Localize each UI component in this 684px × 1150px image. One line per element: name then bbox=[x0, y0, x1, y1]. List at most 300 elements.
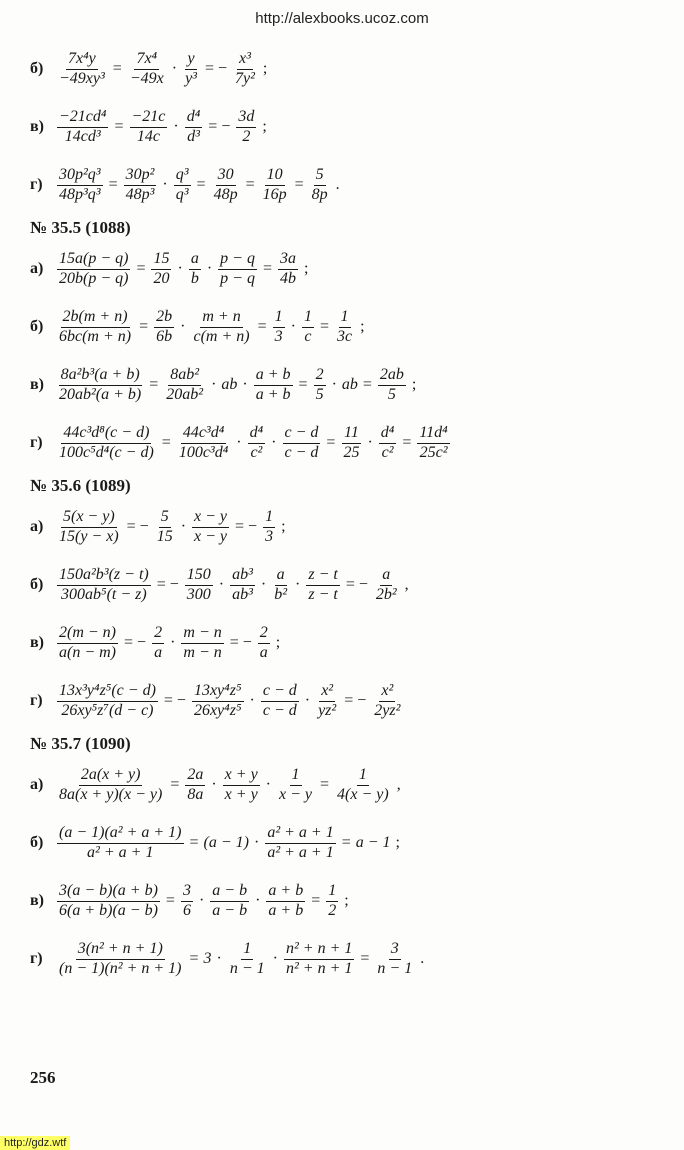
numerator: 2 bbox=[152, 624, 164, 643]
fraction bbox=[177, 424, 230, 462]
numerator: 2(m − n) bbox=[57, 624, 118, 643]
operator: · bbox=[206, 260, 213, 277]
operator: · bbox=[253, 834, 260, 851]
numerator: 11 bbox=[342, 424, 361, 443]
fraction bbox=[265, 824, 335, 862]
numerator: x² bbox=[319, 682, 335, 701]
denominator: b bbox=[190, 269, 199, 287]
term: (a − 1) bbox=[203, 834, 249, 851]
denominator: 20b(p − q) bbox=[59, 269, 129, 287]
footer-link[interactable]: http://gdz.wtf bbox=[0, 1136, 70, 1150]
operator: · bbox=[265, 776, 271, 793]
fraction bbox=[57, 250, 130, 288]
operator: ; bbox=[275, 634, 281, 651]
denominator: ab³ bbox=[232, 585, 253, 603]
numerator: 3 bbox=[181, 882, 193, 901]
term: 3 bbox=[203, 950, 212, 967]
denominator: 8p bbox=[311, 185, 328, 203]
numerator: −21c bbox=[130, 108, 168, 127]
numerator: 7x⁴y bbox=[66, 50, 98, 69]
numerator: 13x³y⁴z⁵(c − d) bbox=[57, 682, 158, 701]
term: ab bbox=[221, 376, 238, 393]
fraction bbox=[218, 250, 257, 288]
numerator: 3d bbox=[236, 108, 256, 127]
denominator: 5 bbox=[315, 385, 324, 403]
item-label: в) bbox=[30, 634, 44, 651]
denominator: x + y bbox=[224, 785, 258, 803]
fraction bbox=[57, 108, 108, 146]
denominator: 14c bbox=[136, 127, 160, 145]
denominator: a² + a + 1 bbox=[267, 843, 334, 861]
operator: . bbox=[335, 176, 340, 193]
numerator: c − d bbox=[283, 424, 321, 443]
fraction bbox=[302, 308, 314, 346]
operator: , bbox=[396, 776, 401, 793]
fraction bbox=[372, 682, 402, 720]
numerator: 2 bbox=[258, 624, 270, 643]
fraction bbox=[261, 682, 299, 720]
operator: . bbox=[420, 950, 425, 967]
denominator: n − 1 bbox=[229, 959, 265, 977]
numerator: d⁴ bbox=[379, 424, 397, 443]
operator: · bbox=[249, 692, 255, 709]
numerator: 2b(m + n) bbox=[61, 308, 130, 327]
denominator: (n − 1)(n² + n + 1) bbox=[59, 959, 182, 977]
operator: = bbox=[362, 376, 372, 393]
denominator: 8a(x + y)(x − y) bbox=[59, 785, 163, 803]
operator: = bbox=[114, 118, 124, 135]
denominator: p − q bbox=[220, 269, 255, 287]
fraction bbox=[130, 108, 168, 146]
numerator: 7x⁴ bbox=[134, 50, 159, 69]
fraction bbox=[57, 166, 103, 204]
operator: = bbox=[136, 260, 146, 277]
denominator: n² + n + 1 bbox=[285, 959, 353, 977]
denominator: 300 bbox=[186, 585, 211, 603]
item-label: б) bbox=[30, 318, 44, 335]
operator: · bbox=[290, 318, 296, 335]
numerator: a + b bbox=[266, 882, 305, 901]
fraction bbox=[57, 682, 158, 720]
denominator: d³ bbox=[187, 127, 200, 145]
denominator: 15(y − x) bbox=[59, 527, 119, 545]
equation bbox=[54, 766, 404, 804]
operator: · bbox=[162, 176, 168, 193]
numerator: 1 bbox=[339, 308, 351, 327]
term: ab bbox=[341, 376, 358, 393]
operator: · bbox=[367, 434, 373, 451]
equation bbox=[54, 940, 427, 978]
fraction bbox=[57, 940, 184, 978]
operator: · bbox=[236, 434, 242, 451]
denominator: 3 bbox=[265, 527, 274, 545]
denominator: c² bbox=[381, 443, 394, 461]
denominator: 3c bbox=[336, 327, 353, 345]
equation bbox=[54, 308, 368, 346]
denominator: a + b bbox=[268, 901, 304, 919]
fraction bbox=[57, 308, 133, 346]
denominator: x − y bbox=[279, 785, 312, 803]
fraction bbox=[57, 508, 121, 546]
item-label: б) bbox=[30, 834, 44, 851]
denominator: 15 bbox=[156, 527, 173, 545]
denominator: a² + a + 1 bbox=[87, 843, 154, 861]
fraction bbox=[189, 250, 201, 288]
fraction bbox=[128, 50, 166, 88]
operator: = bbox=[112, 60, 122, 77]
denominator: 14cd³ bbox=[64, 127, 101, 145]
fraction bbox=[155, 508, 175, 546]
denominator: 5 bbox=[387, 385, 396, 403]
numerator: m + n bbox=[200, 308, 242, 327]
fraction bbox=[57, 824, 184, 862]
fraction bbox=[284, 940, 354, 978]
fraction bbox=[57, 424, 156, 462]
denominator: 2yz² bbox=[374, 701, 401, 719]
operator: = bbox=[196, 176, 206, 193]
fraction bbox=[192, 508, 229, 546]
operator: ; bbox=[344, 892, 349, 909]
solution-line bbox=[30, 672, 660, 730]
denominator: a(n − m) bbox=[59, 643, 117, 661]
operator: = − bbox=[124, 634, 147, 651]
denominator: 2 bbox=[242, 127, 251, 145]
solution-line bbox=[30, 756, 660, 814]
operator: = bbox=[170, 776, 180, 793]
operator: ; bbox=[395, 834, 400, 851]
fraction bbox=[183, 50, 199, 88]
operator: = bbox=[320, 776, 330, 793]
operator: = bbox=[108, 176, 118, 193]
fraction bbox=[57, 624, 118, 662]
numerator: 30 bbox=[216, 166, 236, 185]
numerator: d⁴ bbox=[248, 424, 266, 443]
fraction bbox=[223, 766, 260, 804]
term: a − 1 bbox=[355, 834, 391, 851]
operator: ; bbox=[262, 60, 268, 77]
operator: · bbox=[271, 434, 277, 451]
fraction bbox=[248, 424, 266, 462]
numerator: 1 bbox=[326, 882, 338, 901]
numerator: 1 bbox=[273, 308, 285, 327]
denominator: 6bc(m + n) bbox=[59, 327, 132, 345]
fraction bbox=[185, 766, 205, 804]
fraction bbox=[375, 940, 414, 978]
equation bbox=[54, 824, 403, 862]
numerator: 15a(p − q) bbox=[57, 250, 130, 269]
fraction bbox=[185, 566, 213, 604]
operator: · bbox=[304, 692, 311, 709]
numerator: m − n bbox=[181, 624, 223, 643]
numerator: 44c³d⁴ bbox=[181, 424, 226, 443]
denominator: 300ab⁵(t − z) bbox=[61, 585, 147, 603]
denominator: 16p bbox=[262, 185, 287, 203]
item-label: в) bbox=[30, 376, 44, 393]
denominator: a bbox=[154, 643, 163, 661]
item-label: а) bbox=[30, 260, 44, 277]
numerator: d⁴ bbox=[185, 108, 203, 127]
fraction bbox=[57, 566, 151, 604]
fraction bbox=[273, 308, 285, 346]
denominator: 6(a + b)(a − b) bbox=[59, 901, 158, 919]
denominator: −49x bbox=[129, 69, 164, 87]
denominator: 20ab²(a + b) bbox=[59, 385, 142, 403]
fraction bbox=[57, 766, 164, 804]
fraction bbox=[314, 366, 326, 404]
numerator: n² + n + 1 bbox=[284, 940, 354, 959]
denominator: 20ab² bbox=[166, 385, 204, 403]
fraction bbox=[272, 566, 289, 604]
numerator: x − y bbox=[192, 508, 229, 527]
operator: = − bbox=[163, 692, 186, 709]
operator: = − bbox=[344, 692, 367, 709]
solution-line bbox=[30, 814, 660, 872]
solution-line bbox=[30, 240, 660, 298]
operator: , bbox=[404, 576, 409, 593]
operator: · bbox=[198, 892, 205, 909]
denominator: 2b² bbox=[375, 585, 397, 603]
numerator: y bbox=[185, 50, 196, 69]
fraction bbox=[310, 166, 330, 204]
numerator: 5 bbox=[159, 508, 171, 527]
solution-line bbox=[30, 98, 660, 156]
operator: · bbox=[295, 576, 301, 593]
fraction bbox=[185, 108, 203, 146]
numerator: 2 bbox=[314, 366, 326, 385]
operator: = bbox=[161, 434, 171, 451]
fraction bbox=[228, 940, 267, 978]
numerator: 13xy⁴z⁵ bbox=[192, 682, 244, 701]
numerator: 30p² bbox=[124, 166, 157, 185]
denominator: b² bbox=[274, 585, 288, 603]
denominator: 100c³d⁴ bbox=[178, 443, 229, 461]
operator: = − bbox=[345, 576, 368, 593]
equation bbox=[54, 508, 289, 546]
numerator: a + b bbox=[254, 366, 293, 385]
solution-line bbox=[30, 872, 660, 930]
numerator: x³ bbox=[237, 50, 253, 69]
exercise-header: № 35.5 (1088) bbox=[30, 218, 131, 237]
equation bbox=[54, 166, 343, 204]
denominator: a + b bbox=[255, 385, 291, 403]
denominator: a − b bbox=[212, 901, 248, 919]
operator: = − bbox=[156, 576, 179, 593]
numerator: a bbox=[189, 250, 201, 269]
numerator: x + y bbox=[223, 766, 260, 785]
denominator: 4(x − y) bbox=[337, 785, 389, 803]
operator: · bbox=[177, 260, 183, 277]
operator: = bbox=[139, 318, 149, 335]
numerator: z − t bbox=[306, 566, 339, 585]
numerator: 10 bbox=[265, 166, 285, 185]
operator: = − bbox=[235, 518, 258, 535]
denominator: 25c² bbox=[419, 443, 448, 461]
fraction bbox=[261, 166, 289, 204]
fraction bbox=[210, 882, 249, 920]
denominator: 8a bbox=[187, 785, 204, 803]
denominator: m − n bbox=[183, 643, 222, 661]
operator: · bbox=[272, 950, 278, 967]
exercise-header: № 35.7 (1090) bbox=[30, 734, 131, 753]
numerator: 2a bbox=[185, 766, 205, 785]
equation bbox=[54, 50, 270, 88]
numerator: ab³ bbox=[230, 566, 255, 585]
fraction bbox=[164, 366, 205, 404]
denominator: 25 bbox=[343, 443, 360, 461]
fraction bbox=[57, 366, 143, 404]
numerator: 1 bbox=[263, 508, 275, 527]
fraction bbox=[57, 50, 107, 88]
operator: · bbox=[331, 376, 337, 393]
numerator: 3 bbox=[389, 940, 401, 959]
operator: = bbox=[311, 892, 321, 909]
fraction bbox=[335, 766, 391, 804]
denominator: 20 bbox=[153, 269, 170, 287]
denominator: x − y bbox=[194, 527, 228, 545]
solution-line bbox=[30, 930, 660, 988]
numerator: 1 bbox=[302, 308, 314, 327]
operator: · bbox=[173, 118, 179, 135]
numerator: 1 bbox=[241, 940, 253, 959]
operator: ; bbox=[303, 260, 309, 277]
fraction bbox=[277, 766, 314, 804]
fraction bbox=[254, 366, 293, 404]
operator: · bbox=[211, 776, 217, 793]
solution-line bbox=[30, 614, 660, 672]
fraction bbox=[57, 882, 160, 920]
operator: = bbox=[319, 318, 329, 335]
numerator: 2b bbox=[154, 308, 174, 327]
exercise-header: № 35.6 (1089) bbox=[30, 476, 131, 495]
numerator: 150a²b³(z − t) bbox=[57, 566, 151, 585]
numerator: a² + a + 1 bbox=[265, 824, 335, 843]
denominator: 2 bbox=[328, 901, 337, 919]
operator: = bbox=[165, 892, 175, 909]
denominator: c − d bbox=[284, 443, 319, 461]
item-label: б) bbox=[30, 576, 44, 593]
equation bbox=[54, 882, 352, 920]
operator: = bbox=[294, 176, 304, 193]
equation bbox=[54, 108, 270, 146]
item-label: г) bbox=[30, 176, 43, 193]
numerator: p − q bbox=[218, 250, 257, 269]
denominator: c − d bbox=[262, 701, 297, 719]
fraction bbox=[417, 424, 449, 462]
equation bbox=[54, 682, 405, 720]
operator: ; bbox=[262, 118, 267, 135]
operator: ; bbox=[281, 518, 286, 535]
numerator: 2a(x + y) bbox=[79, 766, 143, 785]
denominator: c bbox=[304, 327, 312, 345]
numerator: q³ bbox=[174, 166, 191, 185]
numerator: a − b bbox=[210, 882, 249, 901]
operator: = − bbox=[204, 60, 228, 77]
operator: ; bbox=[360, 318, 365, 335]
operator: = bbox=[245, 176, 255, 193]
fraction bbox=[181, 624, 223, 662]
fraction bbox=[335, 308, 354, 346]
numerator: c − d bbox=[261, 682, 299, 701]
numerator: 8ab² bbox=[168, 366, 201, 385]
equation bbox=[54, 566, 412, 604]
numerator: a bbox=[380, 566, 392, 585]
fraction bbox=[230, 566, 255, 604]
numerator: x² bbox=[379, 682, 395, 701]
operator: = bbox=[189, 950, 199, 967]
fraction bbox=[258, 624, 270, 662]
denominator: 26xy⁴z⁵ bbox=[193, 701, 242, 719]
fraction bbox=[192, 682, 244, 720]
operator: · bbox=[255, 892, 261, 909]
solution-line bbox=[30, 40, 660, 98]
numerator: a bbox=[275, 566, 287, 585]
solution-line bbox=[30, 298, 660, 356]
denominator: q³ bbox=[175, 185, 189, 203]
numerator: 150 bbox=[185, 566, 213, 585]
fraction bbox=[379, 424, 397, 462]
numerator: 5(x − y) bbox=[61, 508, 117, 527]
equation bbox=[54, 624, 283, 662]
operator: · bbox=[242, 376, 248, 393]
fraction bbox=[174, 166, 191, 204]
fraction bbox=[233, 50, 257, 88]
numerator: 3(n² + n + 1) bbox=[76, 940, 165, 959]
fraction bbox=[154, 308, 174, 346]
solution-line bbox=[30, 356, 660, 414]
operator: = bbox=[360, 950, 370, 967]
solutions-page bbox=[30, 40, 660, 988]
solution-line bbox=[30, 556, 660, 614]
operator: · bbox=[171, 60, 178, 77]
operator: = − bbox=[126, 518, 149, 535]
operator: = − bbox=[229, 634, 252, 651]
operator: · bbox=[180, 318, 186, 335]
numerator: 11d⁴ bbox=[417, 424, 449, 443]
operator: = − bbox=[208, 118, 231, 135]
operator: · bbox=[218, 576, 225, 593]
fraction bbox=[181, 882, 193, 920]
denominator: 7y² bbox=[235, 69, 255, 87]
operator: · bbox=[180, 518, 187, 535]
denominator: 6 bbox=[182, 901, 191, 919]
site-url: http://alexbooks.ucoz.com bbox=[255, 10, 429, 27]
solution-line bbox=[30, 498, 660, 556]
numerator: 1 bbox=[290, 766, 302, 785]
item-label: в) bbox=[30, 118, 44, 135]
numerator: 3(a − b)(a + b) bbox=[57, 882, 160, 901]
fraction bbox=[374, 566, 399, 604]
fraction bbox=[212, 166, 240, 204]
fraction bbox=[191, 308, 251, 346]
denominator: c(m + n) bbox=[193, 327, 250, 345]
denominator: z − t bbox=[308, 585, 338, 603]
operator: = bbox=[298, 376, 308, 393]
fraction bbox=[341, 424, 361, 462]
fraction bbox=[236, 108, 256, 146]
item-label: г) bbox=[30, 692, 43, 709]
operator: = bbox=[189, 834, 199, 851]
operator: · bbox=[211, 376, 217, 393]
fraction bbox=[266, 882, 305, 920]
operator: = bbox=[402, 434, 412, 451]
equation bbox=[54, 250, 311, 288]
denominator: 26xy⁵z⁷(d − c) bbox=[61, 701, 154, 719]
item-label: г) bbox=[30, 950, 43, 967]
fraction bbox=[283, 424, 321, 462]
denominator: c² bbox=[250, 443, 263, 461]
equation bbox=[54, 366, 419, 404]
operator: · bbox=[216, 950, 222, 967]
